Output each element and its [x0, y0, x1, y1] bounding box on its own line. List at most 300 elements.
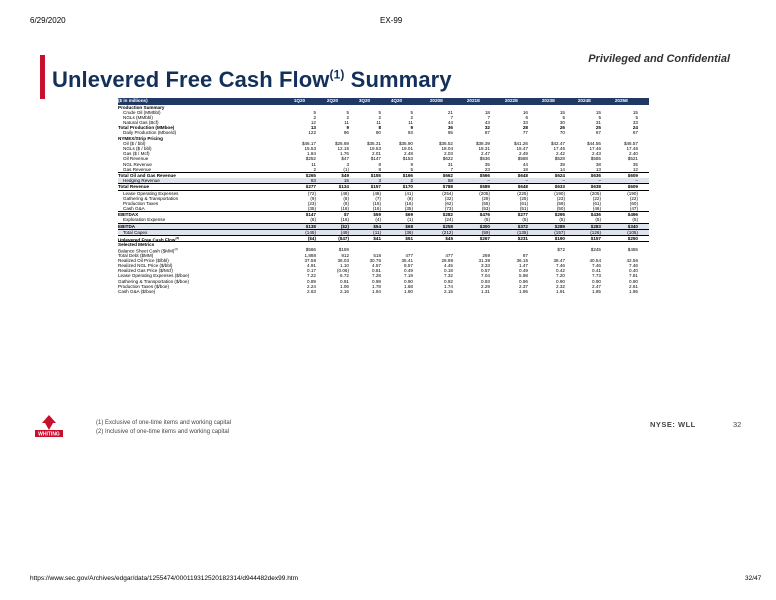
table-cell: – — [635, 178, 638, 184]
table-cell: 8 — [378, 166, 381, 172]
table-cell: 2.15 — [444, 288, 453, 294]
table-cell: (4) — [375, 217, 381, 223]
table-cell: 19.01 — [401, 146, 413, 151]
table-cell: (212) — [442, 229, 453, 235]
table-cell: 2 — [313, 166, 316, 172]
column-header: 3Q20 — [358, 98, 371, 103]
column-header: 2Q20 — [326, 98, 339, 103]
column-header: 2024E — [577, 98, 592, 103]
table-cell: 122 — [308, 130, 316, 136]
table-cell: $159 — [338, 247, 349, 253]
table-cell: $609 — [627, 184, 638, 190]
table-cell: 7.28 — [372, 273, 381, 279]
cash-flow-table — [118, 98, 649, 294]
table-cell: 2 — [410, 114, 413, 120]
table-cell: $638 — [590, 184, 601, 190]
table-cell: 518 — [373, 252, 381, 258]
table-cell: 16 — [522, 109, 528, 115]
table-cell: – — [487, 178, 490, 184]
table-cell: 13 — [310, 125, 316, 131]
table-cell: (205) — [590, 190, 601, 196]
table-cell: 83 — [310, 178, 316, 184]
column-header: 1Q20 — [293, 98, 306, 103]
table-cell: $153 — [402, 156, 413, 162]
table-cell: (1) — [343, 166, 349, 172]
table-cell: 4.57 — [372, 262, 381, 268]
table-cell: 15 — [595, 109, 601, 115]
table-cell: 5 — [598, 114, 601, 120]
table-cell: 21 — [447, 109, 453, 115]
table-cell: 7.46 — [592, 262, 601, 268]
table-cell: 24 — [632, 125, 638, 131]
column-header: 4Q20 — [390, 98, 403, 103]
table-cell: $46.57 — [623, 140, 638, 146]
table-cell: $134 — [338, 184, 349, 190]
table-cell: (51) — [519, 206, 528, 212]
table-cell: (5) — [595, 217, 601, 223]
table-cell: $662 — [442, 172, 453, 178]
table-cell: $566 — [479, 172, 490, 178]
table-cell: 4.45 — [444, 262, 453, 268]
table-cell: 44 — [522, 161, 528, 167]
table-cell: 0.89 — [307, 278, 316, 284]
table-cell: 5 — [562, 114, 565, 120]
footnotes — [96, 419, 231, 437]
table-cell: 2.49 — [519, 151, 528, 157]
table-cell: (59) — [556, 200, 565, 206]
table-cell: (5) — [632, 217, 638, 223]
table-cell: (49) — [340, 229, 349, 235]
table-cell: 70 — [559, 130, 565, 136]
row-label-text: Hedging Revenue — [123, 178, 160, 184]
table-cell: $636 — [590, 172, 601, 178]
table-cell: 8.57 — [404, 262, 413, 268]
table-cell: 87 — [484, 130, 490, 136]
table-cell: 58 — [447, 178, 453, 184]
table-cell: (72) — [307, 190, 316, 196]
table-cell: 2.43 — [592, 151, 601, 157]
svg-text:WHITING: WHITING — [38, 431, 60, 438]
table-cell: (1) — [407, 217, 413, 223]
row-label-text: Crude Oil (MMbbl) — [123, 109, 161, 115]
row-label-text: Cash G&A — [123, 206, 145, 212]
table-cell: 0.81 — [372, 268, 381, 274]
table-cell: 0.42 — [556, 268, 565, 274]
table-cell: 2.61 — [629, 283, 638, 289]
table-cell: (5) — [559, 217, 565, 223]
table-cell: 1.74 — [444, 283, 453, 289]
row-label-text: Gathering & Transportation ($/boe) — [118, 278, 189, 284]
table-cell: (25) — [519, 195, 528, 201]
table-cell: 0.40 — [629, 268, 638, 274]
table-cell: (18) — [340, 206, 349, 212]
table-cell: 7 — [450, 166, 453, 172]
table-cell: (24) — [444, 217, 453, 223]
table-cell: 2.37 — [519, 283, 528, 289]
table-cell: $465 — [627, 247, 638, 253]
table-cell: 39 — [559, 161, 565, 167]
table-cell: $265 — [305, 172, 316, 178]
table-cell: $7 — [343, 212, 349, 218]
table-cell: 15 — [559, 109, 565, 115]
table-cell: (53) — [481, 206, 490, 212]
page-number: 32/47 — [745, 575, 762, 582]
table-cell: 1.95 — [519, 288, 528, 294]
table-cell: 36.03 — [337, 257, 349, 263]
table-cell: (135) — [517, 229, 528, 235]
table-cell: 37.58 — [304, 257, 316, 263]
table-cell: $528 — [554, 156, 565, 162]
table-cell: $26.69 — [334, 140, 349, 146]
table-cell: (59) — [481, 229, 490, 235]
table-cell: (5) — [484, 217, 490, 223]
table-cell: 15.53 — [304, 146, 316, 151]
table-cell: 0.49 — [519, 268, 528, 274]
table-cell: (23) — [556, 195, 565, 201]
row-label-text: Cash G&A ($/boe) — [118, 288, 156, 294]
table-cell: $54 — [373, 223, 381, 229]
table-cell: 7.81 — [629, 273, 638, 279]
table-cell: 2.01 — [372, 151, 381, 157]
table-cell: 13 — [595, 166, 601, 172]
table-cell: 12 — [632, 166, 638, 172]
table-cell: $372 — [517, 223, 528, 229]
table-cell: 19.53 — [369, 146, 381, 151]
table-cell: 0.96 — [519, 278, 528, 284]
table-cell: 1.95 — [629, 288, 638, 294]
table-cell: (16) — [372, 206, 381, 212]
table-cell: $155 — [370, 172, 381, 178]
exhibit-label: EX-99 — [380, 16, 403, 25]
table-cell: 14 — [559, 166, 565, 172]
table-cell: (29) — [481, 195, 490, 201]
table-cell: 12 — [310, 120, 316, 126]
table-cell: 33 — [632, 120, 638, 126]
table-cell: (8) — [407, 195, 413, 201]
table-cell: $267 — [479, 236, 490, 241]
table-cell: $147 — [370, 156, 381, 162]
table-cell: 36 — [447, 125, 453, 131]
table-cell: 38 — [595, 161, 601, 167]
footnote-1: (1) Exclusive of one-time items and working capital — [96, 420, 232, 426]
table-cell: (16) — [404, 200, 413, 206]
row-label-text: Production Taxes — [123, 200, 159, 206]
table-cell: 2.47 — [481, 151, 490, 157]
table-cell: 18 — [522, 166, 528, 172]
table-cell: – — [525, 178, 528, 184]
column-header: 2025E — [614, 98, 629, 103]
table-cell: $788 — [442, 184, 453, 190]
row-label-text: NGL Revenue — [123, 161, 152, 167]
row-label-text: Realized Oil Price ($/bbl) — [118, 257, 169, 263]
footnote-2: (2) Inclusive of one-time items and working capital — [96, 429, 230, 435]
table-cell: 11 — [344, 120, 349, 126]
table-cell: 8 — [378, 161, 381, 167]
table-cell: $41.26 — [513, 140, 528, 146]
table-cell: 1.80 — [404, 288, 413, 294]
table-cell: 67 — [632, 130, 638, 136]
table-cell: $340 — [627, 223, 638, 229]
table-cell: (8) — [343, 195, 349, 201]
row-label-text: Total Production (MMboe) — [118, 125, 175, 131]
column-header: 2020E — [429, 98, 444, 103]
table-cell: 44 — [447, 120, 453, 126]
table-cell: 477 — [445, 252, 453, 258]
table-cell: 25 — [595, 125, 601, 131]
table-cell: 2.16 — [340, 288, 349, 294]
table-cell: $231 — [517, 236, 528, 241]
table-cell: 2.24 — [307, 283, 316, 289]
table-cell: $588 — [517, 156, 528, 162]
table-cell: 17.46 — [626, 146, 638, 151]
table-cell: 35 — [632, 161, 638, 167]
table-cell: (9) — [310, 195, 316, 201]
table-cell: 2.47 — [592, 283, 601, 289]
table-cell: 43 — [484, 120, 490, 126]
table-cell: 15 — [632, 109, 638, 115]
table-cell: 2 — [378, 114, 381, 120]
table-cell: 12.15 — [337, 146, 349, 151]
table-cell: $609 — [627, 172, 638, 178]
table-cell: – — [562, 178, 565, 184]
row-label-text: Daily Production (Mboe/d) — [123, 130, 177, 136]
confidential-label: Privileged and Confidential — [588, 53, 730, 65]
table-cell: 2.40 — [629, 151, 638, 157]
table-cell: $295 — [554, 212, 565, 218]
table-cell: (23) — [307, 200, 316, 206]
row-label-text: Unlevered Free Cash Flow — [118, 237, 176, 243]
table-cell: 477 — [405, 252, 413, 258]
table-cell: (0.06) — [336, 268, 349, 274]
table-cell: 7.46 — [629, 262, 638, 268]
row-label-text: Realized Gas Price ($/Mcf) — [118, 268, 173, 274]
table-cell: (60) — [629, 200, 638, 206]
table-cell: $536 — [479, 156, 490, 162]
table-cell: (5) — [522, 217, 528, 223]
table-cell: 33 — [522, 120, 528, 126]
table-cell: (55) — [481, 200, 490, 206]
table-cell: (157) — [554, 229, 565, 235]
row-label-text: Gas ($ / Mcf) — [123, 151, 150, 157]
table-cell: 0.41 — [592, 268, 601, 274]
table-cell: 31 — [447, 161, 453, 167]
table-cell: 9 — [346, 125, 349, 131]
print-date: 6/29/2020 — [30, 16, 66, 25]
table-cell: 0.90 — [629, 278, 638, 284]
table-cell: 7.22 — [307, 273, 316, 279]
table-cell: $496 — [627, 212, 638, 218]
table-cell: 38.47 — [553, 257, 565, 263]
table-cell: $300 — [479, 223, 490, 229]
table-cell: $648 — [517, 184, 528, 190]
table-cell: 30 — [559, 120, 565, 126]
table-cell: 90 — [375, 130, 381, 136]
table-cell: 0.91 — [340, 278, 349, 284]
table-cell: 5 — [410, 166, 413, 172]
table-cell: $36.52 — [438, 140, 453, 146]
row-label-text: EBITDA — [118, 223, 136, 229]
table-cell: 15 — [343, 178, 349, 184]
row-label-text: Production Summary — [118, 104, 165, 110]
table-cell: $68 — [405, 223, 413, 229]
table-cell: (62) — [444, 200, 453, 206]
table-cell: $35.90 — [398, 140, 413, 146]
table-cell: (205) — [479, 190, 490, 196]
column-header: 2023E — [541, 98, 556, 103]
table-cell: 0.90 — [404, 278, 413, 284]
row-label-text: Total Oil and Gas Revenue — [118, 172, 176, 178]
table-cell: $59 — [373, 212, 381, 218]
table-cell: 7.04 — [481, 273, 490, 279]
table-cell: $41 — [373, 236, 381, 241]
table-cell: 77 — [522, 130, 528, 136]
table-cell: $566 — [305, 247, 316, 253]
table-cell: $35.31 — [366, 140, 381, 146]
table-cell: 0.18 — [444, 268, 453, 274]
row-label-text: Balance Sheet Cash ($MM) — [118, 248, 175, 254]
table-cell: $289 — [554, 223, 565, 229]
table-cell: 1,888 — [304, 252, 316, 258]
table-cell: 40.54 — [589, 257, 601, 263]
unit-label: ($ in millions) — [118, 98, 148, 103]
table-cell: $283 — [590, 223, 601, 229]
table-cell: 5 — [346, 109, 349, 115]
table-cell: 1.91 — [556, 288, 565, 294]
row-label — [118, 289, 155, 294]
table-row — [118, 223, 649, 230]
table-cell: 2.63 — [307, 288, 316, 294]
table-cell: 2 — [346, 114, 349, 120]
table-cell: 7.19 — [404, 273, 413, 279]
table-cell: (16) — [340, 217, 349, 223]
table-cell: 9 — [410, 161, 413, 167]
row-label-text: Oil Revenue — [123, 156, 149, 162]
table-cell: (73) — [444, 206, 453, 212]
table-cell: 1.78 — [372, 283, 381, 289]
row-label-text: Production Taxes ($/boe) — [118, 283, 169, 289]
table-cell: 11 — [408, 120, 413, 126]
table-cell: 1.84 — [307, 151, 316, 157]
table-cell: (47) — [629, 206, 638, 212]
table-cell: 1.31 — [481, 288, 490, 294]
table-cell: 31 — [595, 120, 601, 126]
table-cell: (254) — [442, 190, 453, 196]
table-cell: 6 — [525, 114, 528, 120]
table-cell: 18.04 — [441, 146, 453, 151]
table-cell: $51 — [405, 236, 413, 241]
table-cell: $277 — [517, 212, 528, 218]
title-rest: Summary — [344, 67, 452, 92]
row-label-text: Total Debt ($MM) — [118, 252, 154, 258]
table-cell: $147 — [305, 212, 316, 218]
table-cell: 0.57 — [481, 268, 490, 274]
table-cell: $72 — [557, 247, 565, 253]
table-cell: 5 — [410, 109, 413, 115]
table-cell: (48) — [340, 190, 349, 196]
source-url[interactable]: https://www.sec.gov/Archives/edgar/data/1255474/000119312520182314/d944482dex99.htm — [30, 575, 299, 582]
table-cell: 0.17 — [307, 268, 316, 274]
table-cell: 1.10 — [340, 262, 349, 268]
title-footnote-ref: (1) — [329, 67, 345, 82]
row-label-text: Lease Operating Expenses ($/boe) — [118, 273, 190, 279]
table-cell: 0.90 — [556, 278, 565, 284]
table-cell: 11 — [311, 161, 316, 167]
table-cell: 1.85 — [592, 288, 601, 294]
page-title — [52, 67, 452, 93]
row-label-text: NGLs ($ / bbl) — [123, 146, 152, 151]
table-cell: $69 — [405, 212, 413, 218]
table-cell: 269 — [482, 252, 490, 258]
table-cell: (15) — [372, 200, 381, 206]
table-cell: 93 — [407, 130, 413, 136]
row-footnote-ref: (2) — [174, 247, 179, 252]
row-label-text: Total Revenue — [118, 184, 150, 190]
table-cell: 5 — [313, 109, 316, 115]
table-cell: 7.20 — [556, 273, 565, 279]
table-cell: $648 — [517, 172, 528, 178]
table-cell: 0.49 — [404, 268, 413, 274]
table-cell: 0.98 — [372, 278, 381, 284]
table-cell: $190 — [554, 236, 565, 241]
table-cell: 23 — [484, 166, 490, 172]
row-label-text: Gathering & Transportation — [123, 195, 179, 201]
table-cell: $38.39 — [475, 140, 490, 146]
title-main: Unlevered Free Cash Flow — [52, 67, 330, 92]
row-label-text: EBITDAX — [118, 212, 139, 218]
table-cell: (32) — [444, 195, 453, 201]
table-cell: 3.33 — [481, 262, 490, 268]
table-cell: 912 — [341, 252, 349, 258]
table-cell: 1.68 — [404, 283, 413, 289]
table-cell: 2.42 — [556, 151, 565, 157]
table-cell: 7 — [450, 114, 453, 120]
table-cell: 1.06 — [340, 283, 349, 289]
table-cell: (22) — [592, 195, 601, 201]
table-cell: $622 — [442, 156, 453, 162]
table-cell: (35) — [307, 206, 316, 212]
table-cell: 11 — [376, 120, 381, 126]
table-cell: (61) — [519, 200, 528, 206]
table-cell: 3 — [346, 161, 349, 167]
table-cell: 2.29 — [481, 283, 490, 289]
table-cell: (8) — [310, 217, 316, 223]
row-footnote-ref: (2) — [175, 236, 180, 240]
table-cell: 7.32 — [444, 273, 453, 279]
table-cell: 4.91 — [307, 262, 316, 268]
table-row — [118, 289, 649, 294]
table-cell: 96 — [343, 130, 349, 136]
table-cell: 30.76 — [369, 257, 381, 263]
table-cell: (126) — [590, 229, 601, 235]
table-cell: $585 — [590, 156, 601, 162]
table-cell: 17.46 — [589, 146, 601, 151]
table-cell: (190) — [627, 190, 638, 196]
row-label-text: Natural Gas (Bcf) — [123, 120, 159, 126]
table-cell: (35) — [404, 206, 413, 212]
table-cell: 28.98 — [441, 257, 453, 263]
table-cell: $157 — [370, 184, 381, 190]
whiting-logo — [34, 414, 64, 440]
table-cell: $245 — [590, 247, 601, 253]
table-cell: 8 — [378, 125, 381, 131]
table-cell: 0.92 — [444, 278, 453, 284]
table-cell: (11) — [373, 229, 381, 235]
table-cell: – — [598, 178, 601, 184]
table-cell: $250 — [627, 236, 638, 241]
table-cell: 17.46 — [553, 146, 565, 151]
table-cell: 36.15 — [516, 257, 528, 263]
column-header: 2021E — [466, 98, 481, 103]
